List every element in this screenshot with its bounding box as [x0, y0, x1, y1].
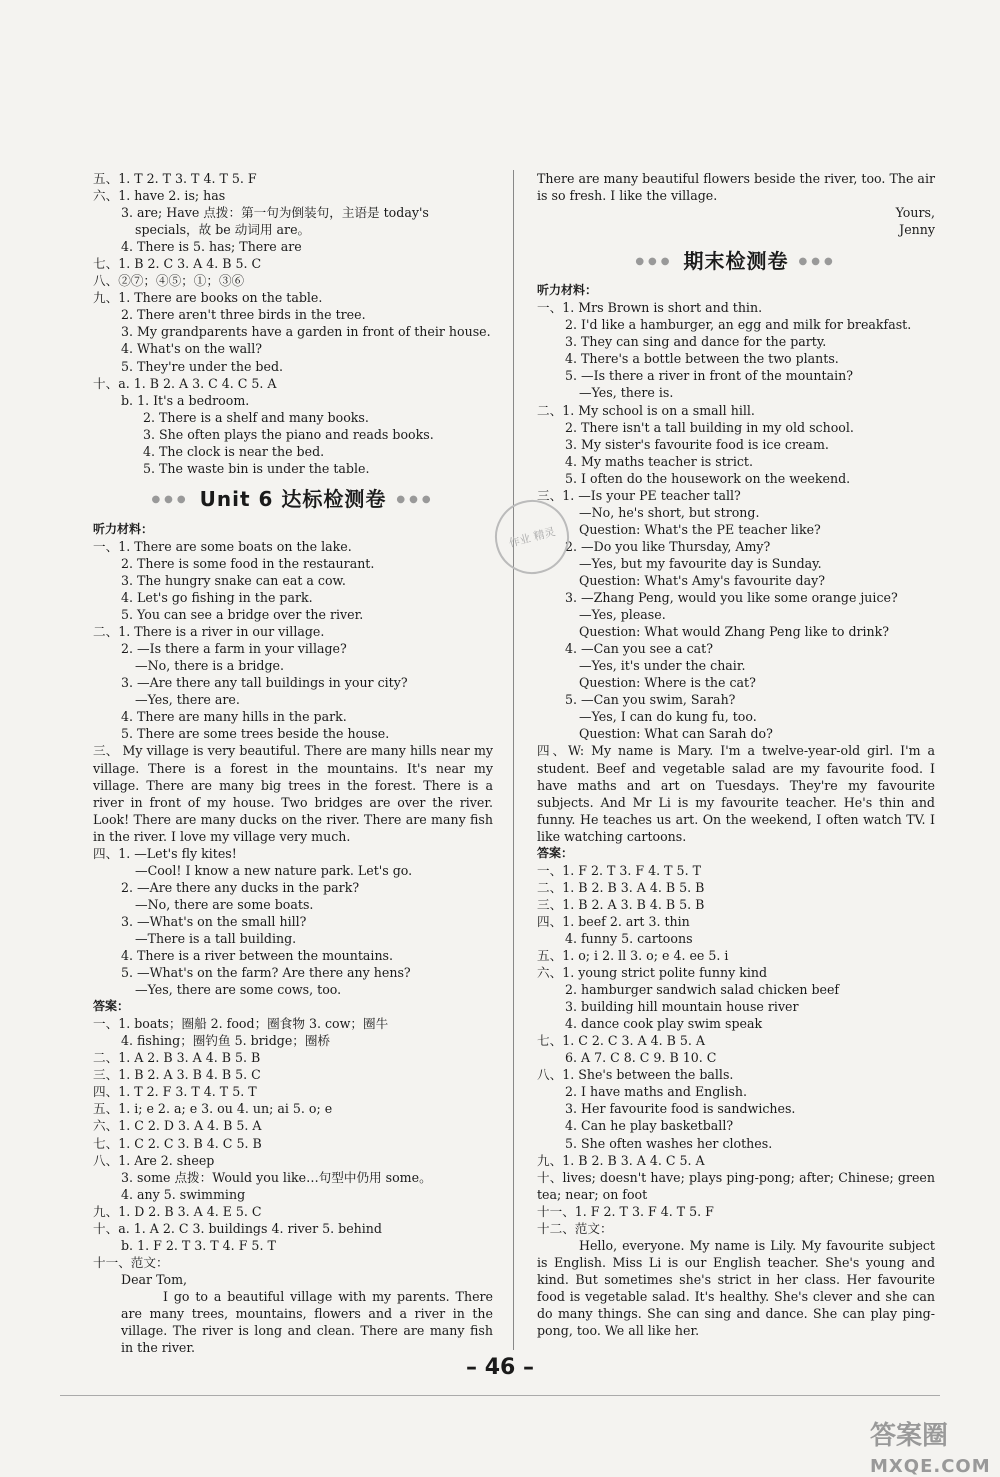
answer-line: 4. Can he play basketball? — [565, 1118, 734, 1134]
answer-line: 八、1. Are 2. sheep — [93, 1152, 215, 1168]
answer-line: 3. —Are there any tall buildings in your city? — [121, 675, 408, 691]
answer-line: 4. The clock is near the bed. — [143, 443, 325, 459]
final-answers — [537, 845, 935, 1169]
answer-line: —Yes, there is. — [579, 385, 674, 401]
letter-closing: Yours, — [895, 205, 935, 221]
answer-line: 3. My sister's favourite food is ice cream. — [565, 436, 829, 452]
answer-line: 五、1. i; e 2. a; e 3. ou 4. un; ai 5. o; e — [93, 1101, 333, 1117]
answer-line: Question: What can Sarah do? — [579, 726, 773, 742]
answer-line: 4. dance cook play swim speak — [565, 1016, 763, 1032]
answer-line: 5. You can see a bridge over the river. — [121, 607, 364, 623]
answer-line: 3. —Zhang Peng, would you like some orange juice? — [565, 590, 898, 606]
answer-line: 5. —Can you swim, Sarah? — [565, 692, 736, 708]
answer-line: 八、②⑦；④⑤；①；③⑥ — [93, 273, 245, 289]
answer-line: 3. They can sing and dance for the party. — [565, 334, 827, 350]
answer-line: 4. fishing；圈钓鱼 5. bridge；圈桥 — [121, 1033, 331, 1049]
answer-line: 4. Let's go fishing in the park. — [121, 590, 313, 606]
answer-line: 3. The hungry snake can eat a cow. — [121, 572, 346, 588]
final-listening-material — [537, 282, 935, 742]
answer-line: 四、1. T 2. F 3. T 4. T 5. T — [93, 1084, 257, 1100]
answer-line: 三、1. —Is your PE teacher tall? — [537, 487, 741, 503]
answer-line: 十一、1. F 2. T 3. F 4. T 5. F — [537, 1203, 714, 1219]
decor-dots-left: ●●● — [151, 494, 190, 506]
answer-line: 5. There are some trees beside the house. — [121, 726, 390, 742]
answer-line: 二、1. A 2. B 3. A 4. B 5. B — [93, 1050, 261, 1066]
answer-line: 4. There is 5. has; There are — [121, 239, 302, 255]
answer-line: —Yes, it's under the chair. — [579, 658, 746, 674]
watermark-url: MXQE.COM — [870, 1456, 991, 1477]
answer-line: 七、1. C 2. C 3. B 4. C 5. B — [93, 1135, 262, 1151]
answer-line: 二、1. My school is on a small hill. — [537, 402, 755, 418]
answer-line: —Yes, there are. — [135, 692, 240, 708]
answer-line: 2. There is a shelf and many books. — [143, 409, 369, 425]
answer-line: b. 1. It's a bedroom. — [121, 392, 250, 408]
answer-line: 五、1. o; i 2. ll 3. o; e 4. ee 5. i — [537, 948, 729, 964]
answer-line: 3. She often plays the piano and reads books. — [143, 426, 434, 442]
answer-line: 2. —Is there a farm in your village? — [121, 641, 347, 657]
column-divider — [513, 170, 514, 1350]
answer-line: 2. —Do you like Thursday, Amy? — [565, 538, 771, 554]
answer-line: 听力材料： — [537, 283, 598, 298]
answer-line: 5. —What's on the farm? Are there any hens? — [121, 965, 411, 981]
letter-signature: Jenny — [899, 222, 935, 238]
answer-line: 3. My grandparents have a garden in front of their house. — [121, 324, 491, 340]
sample-essay: Hello, everyone. My name is Lily. My favourite subject is English. Miss Li is our English teacher. She's young and kind. But sometimes she's strict in her class. Her favourite food is vegetable salad. It's healthy. She's clever and she can do many things. She can sing and dance. She can play ping-pong, too. We all like her. — [537, 1237, 935, 1339]
answer-line: —Yes, please. — [579, 607, 666, 623]
answer-line: 答案： — [93, 999, 130, 1014]
watermark-logo-text: 答案圈 — [870, 1421, 949, 1451]
answer-line: 一、1. Mrs Brown is short and thin. — [537, 300, 763, 316]
answer-line: 三、1. B 2. A 3. B 4. B 5. C — [93, 1067, 261, 1083]
answer-line: 三、1. B 2. A 3. B 4. B 5. B — [537, 896, 705, 912]
final-answers-end — [537, 1203, 935, 1237]
answer-line: specials，故 be 动词用 are。 — [135, 222, 311, 238]
decor-dots-right: ●●● — [396, 494, 435, 506]
answer-line: 4. My maths teacher is strict. — [565, 453, 753, 469]
answer-line: 一、1. There are some boats on the lake. — [93, 538, 352, 554]
right-column — [537, 170, 935, 1339]
answer-line: 2. hamburger sandwich salad chicken beef — [565, 982, 840, 998]
bottom-rule — [60, 1395, 940, 1396]
answer-line: 七、1. B 2. C 3. A 4. B 5. C — [93, 256, 262, 272]
answer-line: 九、1. B 2. B 3. A 4. C 5. A — [537, 1152, 705, 1168]
unit6-section-header — [93, 485, 493, 515]
answer-line: 答案： — [537, 845, 574, 860]
sample-letter-body: I go to a beautiful village with my parents. There are many trees, mountains, flowers and a river in the village. The river is long and clean. There are many fish in the river. — [121, 1288, 493, 1356]
answer-line: 一、1. boats；圈船 2. food；圈食物 3. cow；圈牛 — [93, 1016, 389, 1032]
answer-line: 四、1. beef 2. art 3. thin — [537, 913, 690, 929]
answer-line: —Cool! I know a new nature park. Let's go. — [135, 862, 413, 878]
answer-line: 3. are; Have 点拨：第一句为倒装句，主语是 today's — [121, 205, 429, 221]
answer-line: 2. I have maths and English. — [565, 1084, 747, 1100]
answer-line: 2. There is some food in the restaurant. — [121, 555, 375, 571]
answer-line: 2. I'd like a hamburger, an egg and milk for breakfast. — [565, 317, 912, 333]
answer-line: 二、1. B 2. B 3. A 4. B 5. B — [537, 879, 705, 895]
left-column — [93, 170, 493, 1356]
answer-line: 九、1. D 2. B 3. A 4. E 5. C — [93, 1203, 262, 1219]
answer-line: 5. —Is there a river in front of the mountain? — [565, 368, 853, 384]
answer-line: 5. She often washes her clothes. — [565, 1135, 773, 1151]
answer-line: 4. any 5. swimming — [121, 1186, 246, 1202]
answer-line: 5. The waste bin is under the table. — [143, 460, 370, 476]
answer-line: 5. I often do the housework on the weekend. — [565, 470, 851, 486]
answer-line: —Yes, there are some cows, too. — [135, 982, 342, 998]
answer-line: 4. —Can you see a cat? — [565, 641, 713, 657]
answer-line: —There is a tall building. — [135, 930, 297, 946]
answer-line: 一、1. F 2. T 3. F 4. T 5. T — [537, 862, 701, 878]
answer-line: 4. There is a river between the mountains. — [121, 948, 394, 964]
answer-line: 4. There are many hills in the park. — [121, 709, 347, 725]
answer-line: 3. some 点拨：Would you like…句型中仍用 some。 — [121, 1169, 432, 1185]
final-exam-title: 期末检测卷 — [683, 248, 789, 273]
unit5-answers — [93, 170, 493, 477]
answer-line: 十、a. 1. B 2. A 3. C 4. C 5. A — [93, 375, 277, 391]
answer-line: 3. Her favourite food is sandwiches. — [565, 1101, 796, 1117]
unit6-listening-material — [93, 521, 493, 743]
answer-line: 2. —Are there any ducks in the park? — [121, 879, 360, 895]
answer-line: Question: Where is the cat? — [579, 675, 756, 691]
answer-line: b. 1. F 2. T 3. T 4. F 5. T — [121, 1237, 276, 1253]
answer-line: —No, there is a bridge. — [135, 658, 284, 674]
unit6-title: Unit 6 达标检测卷 — [199, 487, 387, 512]
final-passage: 四、W: My name is Mary. I'm a twelve-year-old girl. I'm a student. Beef and vegetable salad are my favourite food. I have maths and art on Tuesdays. They're my favourite subjects. And Mr Li is my favourite teacher. He's thin and funny. He teaches us art. On the weekend, I often watch TV. I like watching cartoons. — [537, 743, 935, 844]
answer-line: 二、1. There is a river in our village. — [93, 624, 325, 640]
final-exam-section-header — [537, 246, 935, 276]
answer-line: 十一、范文： — [93, 1254, 169, 1270]
unit6-passage: 三、 My village is very beautiful. There are many hills near my village. There is a forest in the mountains. It's near my village. There are many big trees in the forest. There is a river in front of my house. Two bridges are over the river. Look! There are many ducks on the river. There are many fish in the river. I love my village very much. — [93, 743, 493, 844]
answer-line: 七、1. C 2. C 3. A 4. B 5. A — [537, 1033, 706, 1049]
answer-line: 六、1. C 2. D 3. A 4. B 5. A — [93, 1118, 262, 1134]
answer-line: 五、1. T 2. T 3. T 4. T 5. F — [93, 171, 257, 186]
answer-line: 3. building hill mountain house river — [565, 999, 799, 1015]
answer-line: Question: What would Zhang Peng like to drink? — [579, 624, 890, 640]
homework-stamp: 作业 精灵 — [487, 492, 578, 583]
answer-line: Dear Tom, — [121, 1271, 188, 1287]
answer-line: 2. There aren't three birds in the tree. — [121, 307, 366, 323]
unit6-answers — [93, 845, 493, 1288]
answer-line: 十、a. 1. A 2. C 3. buildings 4. river 5. behind — [93, 1220, 382, 1236]
decor-dots-left: ●●● — [635, 255, 674, 267]
answer-line: —Yes, but my favourite day is Sunday. — [579, 555, 822, 571]
answer-line: 6. A 7. C 8. C 9. B 10. C — [565, 1050, 717, 1066]
answer-line: 4. What's on the wall? — [121, 341, 262, 357]
answer-line: Question: What's Amy's favourite day? — [579, 572, 825, 588]
answer-line: 4. funny 5. cartoons — [565, 930, 693, 946]
answer-line: —No, there are some boats. — [135, 896, 314, 912]
answer-line: 3. —What's on the small hill? — [121, 913, 307, 929]
answer-line: 四、1. —Let's fly kites! — [93, 845, 237, 861]
answer-line: 九、1. There are books on the table. — [93, 290, 323, 306]
answer-line: 十二、范文： — [537, 1220, 613, 1236]
answer-line: 听力材料： — [93, 521, 154, 536]
page-number: – 46 – — [466, 1355, 534, 1380]
site-watermark — [870, 1415, 991, 1477]
answer-line: —Yes, I can do kung fu, too. — [579, 709, 757, 725]
answer-line: 5. They're under the bed. — [121, 358, 284, 374]
answer-line: 八、1. She's between the balls. — [537, 1067, 734, 1083]
sample-letter-continued: There are many beautiful flowers beside the river, too. The air is so fresh. I like the village. — [537, 171, 935, 204]
answer-line: 六、1. have 2. is; has — [93, 188, 226, 204]
decor-dots-right: ●●● — [798, 255, 837, 267]
answer-line: 4. There's a bottle between the two plants. — [565, 351, 839, 367]
answer-line: —No, he's short, but strong. — [579, 504, 760, 520]
answer-line: 2. There isn't a tall building in my old school. — [565, 419, 854, 435]
answer-line: 六、1. young strict polite funny kind — [537, 965, 768, 981]
final-answer-shi: 十、lives; doesn't have; plays ping-pong; after; Chinese; green tea; near; on foot — [537, 1169, 935, 1202]
answer-line: Question: What's the PE teacher like? — [579, 521, 821, 537]
